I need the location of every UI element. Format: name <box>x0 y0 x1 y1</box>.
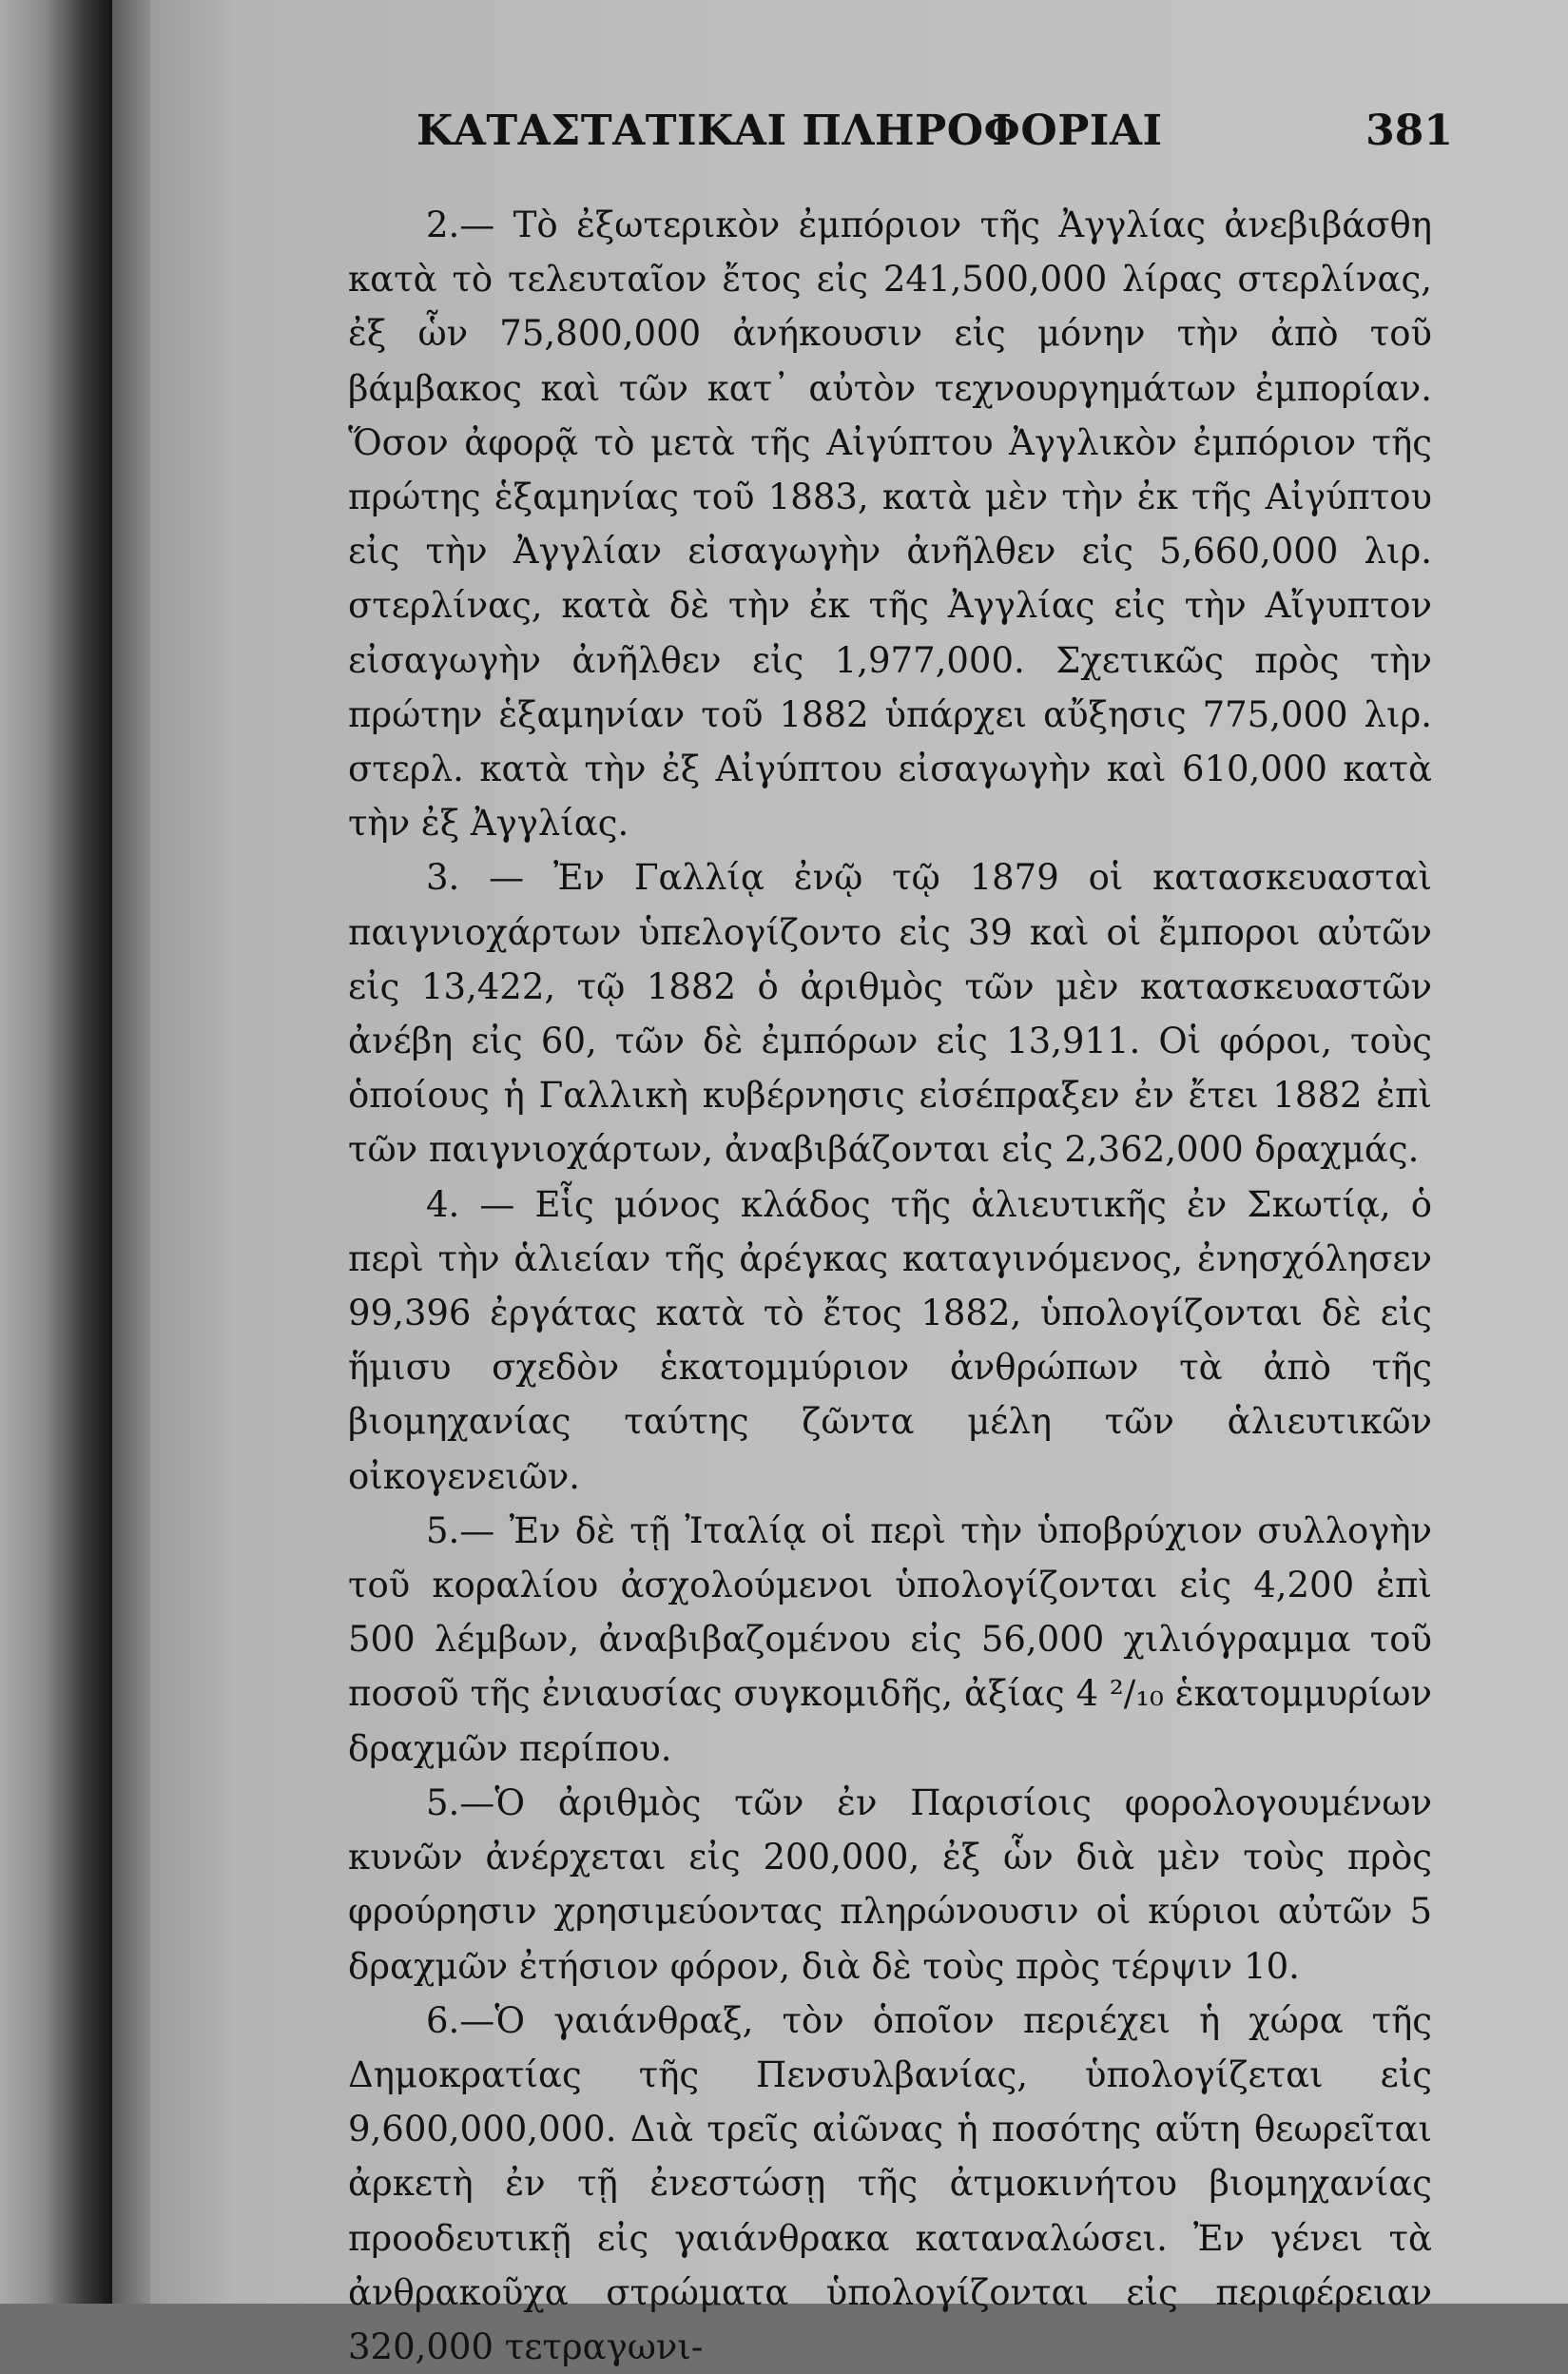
paragraph-2: 2.— Τὸ ἐξωτερικὸν ἐμπόριον τῆς Ἀγγλίας ἀνεβιβάσθη κατὰ τὸ τελευταῖον ἔτος εἰς 241,500,000 λίρας στερλίνας, ἐξ ὧν 75,800,000 ἀνήκουσιν εἰς μόνην τὴν ἀπὸ τοῦ βάμβακος καὶ τῶν κατ᾽ αὐτὸν τεχνουργημάτων ἐμπορίαν. Ὅσον ἀφορᾷ τὸ μετὰ τῆς Αἰγύπτου Ἀγγλικὸν ἐμπόριον τῆς πρώτης ἑξαμηνίας τοῦ 1883, κατὰ μὲν τὴν ἐκ τῆς Αἰγύπτου εἰς τὴν Ἀγγλίαν εἰσαγωγὴν ἀνῆλθεν εἰς 5,660,000 λιρ. στερλίνας, κατὰ δὲ τὴν ἐκ τῆς Ἀγγλίας εἰς τὴν Αἴγυπτον εἰσαγωγὴν ἀνῆλθεν εἰς 1,977,000. Σχετικῶς πρὸς τὴν πρώτην ἑξαμηνίαν τοῦ 1882 ὑπάρχει αὔξησις 775,000 λιρ. στερλ. κατὰ τὴν ἐξ Αἰγύπτου εἰσαγωγὴν καὶ 610,000 κατὰ τὴν ἐξ Ἀγγλίας. <box>348 204 1432 845</box>
running-title: ΚΑΤΑΣΤΑΤΙΚΑΙ ΠΛΗΡΟΦΟΡΙΑΙ <box>416 107 1163 155</box>
paragraph-6: 6.—Ὁ γαιάνθραξ, τὸν ὁποῖον περιέχει ἡ χώρα τῆς Δημοκρατίας τῆς Πενσυλβανίας, ὑπολογίζεται εἰς 9,600,000,000. Διὰ τρεῖς αἰῶνας ἡ ποσότης αὕτη θεωρεῖται ἀρκετὴ ἐν τῇ ἐνεστώσῃ τῆς ἀτμοκινήτου βιομηχανίας προοδευτικῇ εἰς γαιάνθρακα καταναλώσει. Ἐν γένει τὰ ἀνθρακοῦχα στρώματα ὑπολογίζονται εἰς περιφέρειαν 320,000 τετραγωνι- <box>348 1999 1432 2367</box>
paragraph-4: 4. — Εἷς μόνος κλάδος τῆς ἁλιευτικῆς ἐν Σκωτίᾳ, ὁ περὶ τὴν ἁλιείαν τῆς ἀρέγκας καταγινόμενος, ἐνησχόλησεν 99,396 ἐργάτας κατὰ τὸ ἔτος 1882, ὑπολογίζονται δὲ εἰς ἥμισυ σχεδὸν ἑκατομμύριον ἀνθρώπων τὰ ἀπὸ τῆς βιομηχανίας ταύτης ζῶντα μέλη τῶν ἁλιευτικῶν οἰκογενειῶν. <box>348 1183 1432 1497</box>
page-number: 381 <box>1365 107 1453 155</box>
body-text <box>348 198 1432 2374</box>
book-page <box>150 0 1568 2367</box>
paragraph-5-italy: 5.— Ἐν δὲ τῇ Ἰταλίᾳ οἱ περὶ τὴν ὑποβρύχιον συλλογὴν τοῦ κοραλίου ἀσχολούμενοι ὑπολογίζονται εἰς 4,200 ἐπὶ 500 λέμβων, ἀναβιβαζομένου εἰς 56,000 χιλιόγραμμα τοῦ ποσοῦ τῆς ἐνιαυσίας συγκομιδῆς, ἀξίας 4 ²/₁₀ ἑκατομμυρίων δραχμῶν περίπου. <box>348 1509 1432 1769</box>
running-header <box>416 107 1453 164</box>
paragraph-3: 3. — Ἐν Γαλλίᾳ ἐνῷ τῷ 1879 οἱ κατασκευασταὶ παιγνιοχάρτων ὑπελογίζοντο εἰς 39 καὶ οἱ ἔμποροι αὐτῶν εἰς 13,422, τῷ 1882 ὁ ἀριθμὸς τῶν μὲν κατασκευαστῶν ἀνέβη εἰς 60, τῶν δὲ ἐμπόρων εἰς 13,911. Οἱ φόροι, τοὺς ὁποίους ἡ Γαλλικὴ κυβέρνησις εἰσέπραξεν ἐν ἔτει 1882 ἐπὶ τῶν παιγνιοχάρτων, ἀναβιβάζονται εἰς 2,362,000 δραχμάς. <box>348 857 1432 1171</box>
paragraph-5-paris: 5.—Ὁ ἀριθμὸς τῶν ἐν Παρισίοις φορολογουμένων κυνῶν ἀνέρχεται εἰς 200,000, ἐξ ὧν διὰ μὲν τοὺς πρὸς φρούρησιν χρησιμεύοντας πληρώνουσιν οἱ κύριοι αὐτῶν 5 δραχμῶν ἐτήσιον φόρον, διὰ δὲ τοὺς πρὸς τέρψιν 10. <box>348 1781 1432 1987</box>
spine-shadow <box>112 0 150 2304</box>
book-edge-shadow <box>0 0 112 2304</box>
